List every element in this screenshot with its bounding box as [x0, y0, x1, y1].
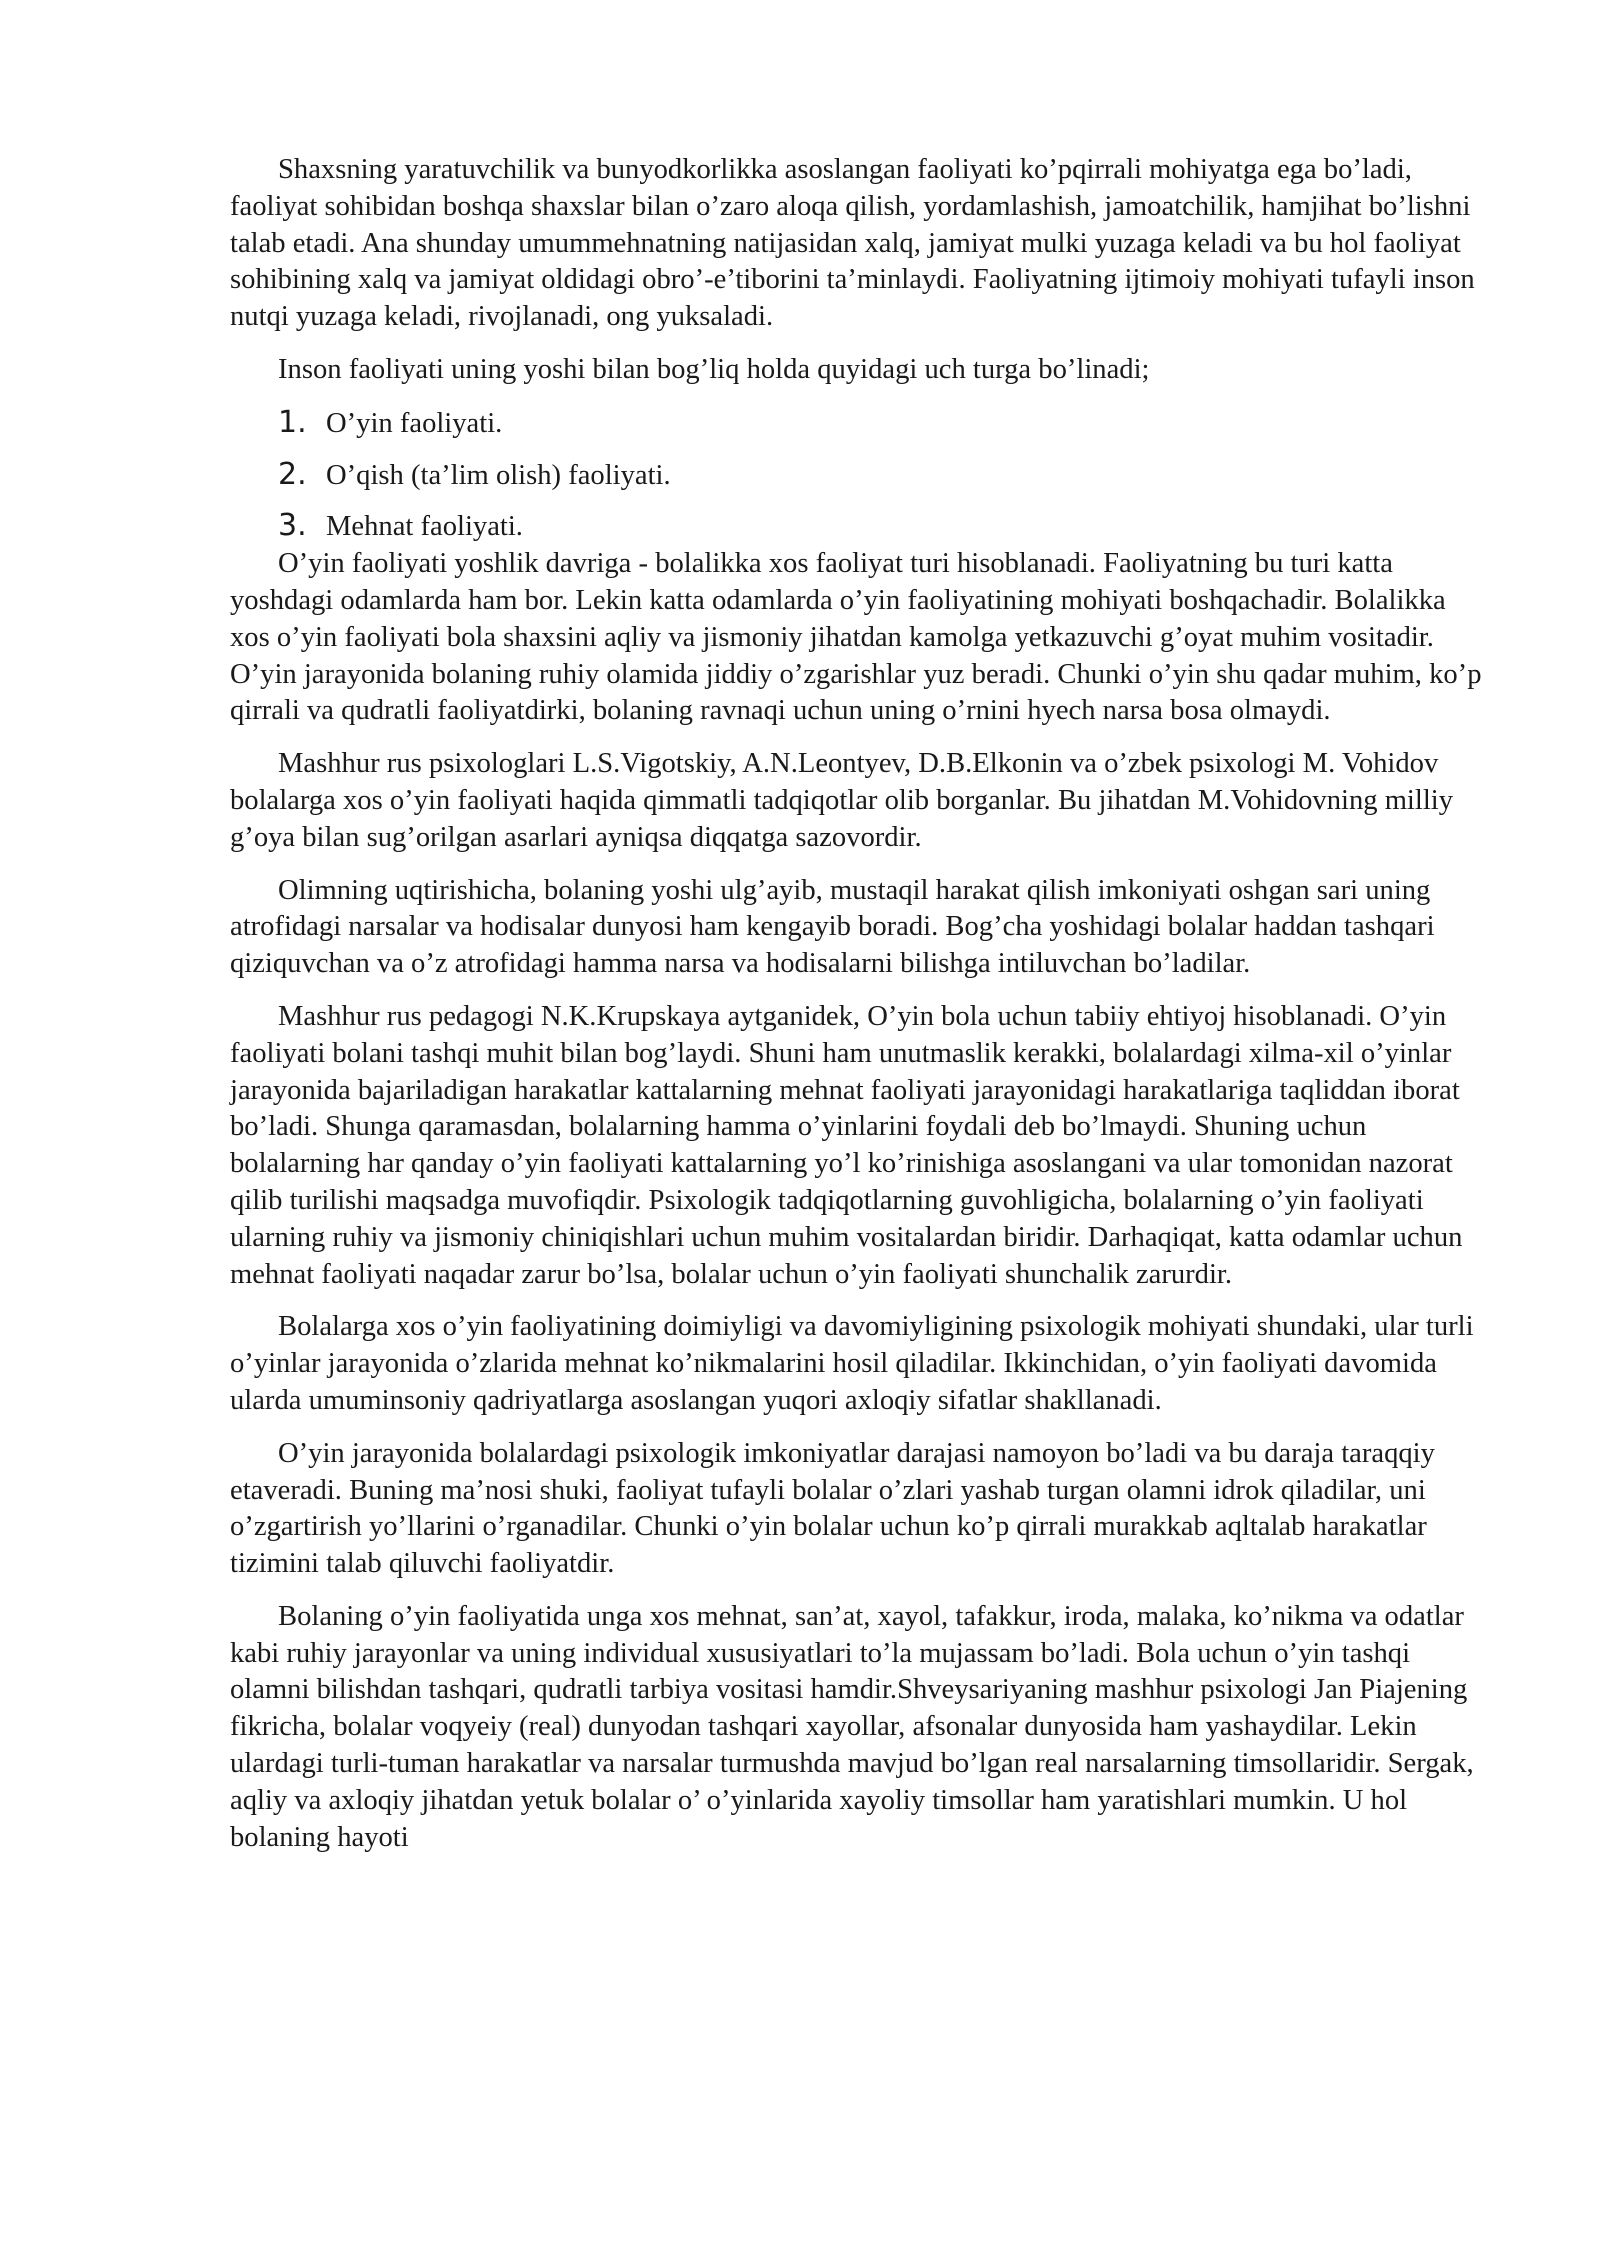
paragraph: Bolalarga xos o’yin faoliyatining doimiyligi va davomiyligining psixologik mohiyati shundaki, ular turli o’yinlar jarayonida o’zlarida mehnat ko’nikmalarini hosil qiladilar. Ikkinchidan, o’yin faoliyati davomida ularda umuminsoniy qadriyatlarga asoslangan yuqori axloqiy sifatlar shakllanadi. — [230, 1311, 1474, 1416]
paragraph: Mashhur rus psixologlari L.S.Vigotskiy, A.N.Leontyev, D.B.Elkonin va o’zbek psixologi M. Vohidov bolalarga xos o’yin faoliyati haqida qimmatli tadqiqotlar olib borganlar. Bu jihatdan M.Vohidovning milliy g’oya bilan sug’orilgan asarlari ayniqsa diqqatga sazovordir. — [230, 748, 1454, 853]
list-item — [230, 508, 1492, 546]
numbered-list — [230, 405, 1492, 546]
list-item-text: O’yin faoliyati. — [326, 407, 503, 439]
paragraph: O’yin faoliyati yoshlik davriga - bolalikka xos faoliyat turi hisoblanadi. Faoliyatning bu turi katta yoshdagi odamlarda ham bor. Lekin katta odamlarda o’yin faoliyatining mohiyati boshqachadir. Bolalikka xos o’yin faoliyati bola shaxsini aqliy va jismoniy jihatdan kamolga yetkazuvchi g’oyat muhim vositadir. O’yin jarayonida bolaning ruhiy olamida jiddiy o’zgarishlar yuz beradi. Chunki o’yin shu qadar muhim, ko’p qirrali va qudratli faoliyatdirki, bolaning ravnaqi uchun uning o’rnini hyech narsa bosa olmaydi. — [230, 548, 1482, 727]
list-item — [230, 405, 1492, 443]
paragraph: Mashhur rus pedagogi N.K.Krupskaya aytganidek, O’yin bola uchun tabiiy ehtiyoj hisoblanadi. O’yin faoliyati bolani tashqi muhit bilan bog’laydi. Shuni ham unutmaslik kerakki, bolalardagi xilma-xil o’yinlar jarayonida bajariladigan harakatlar kattalarning mehnat faoliyati jarayonidagi harakatlariga taqliddan iborat bo’ladi. Shunga qaramasdan, bolalarning hamma o’yinlarini foydali deb bo’lmaydi. Shuning uchun bolalarning har qanday o’yin faoliyati kattalarning yo’l ko’rinishiga asoslangani va ular tomonidan nazorat qilib turilishi maqsadga muvofiqdir. Psixologik tadqiqotlarning guvohligicha, bolalarning o’yin faoliyati ularning ruhiy va jismoniy chiniqishlari uchun muhim vositalardan biridir. Darhaqiqat, katta odamlar uchun mehnat faoliyati naqadar zarur bo’lsa, bolalar uchun o’yin faoliyati shunchalik zarurdir. — [230, 1000, 1463, 1290]
list-item-text: O’qish (ta’lim olish) faoliyati. — [326, 459, 671, 491]
list-number: 2. — [278, 456, 307, 492]
paragraph: Bolaning o’yin faoliyatida unga xos mehnat, san’at, xayol, tafakkur, iroda, malaka, ko’nikma va odatlar kabi ruhiy jarayonlar va uning individual xususiyatlari to’la mujassam bo’ladi. Bola uchun o’yin tashqi olamni bilishdan tashqari, qudratli tarbiya vositasi hamdir.Shveysariyaning mashhur psixologi Jan Piajening fikricha, bolalar voqyeiy (real) dunyodan tashqari xayollar, afsonalar dunyosida ham yashaydilar. Lekin ulardagi turli-tuman harakatlar va narsalar turmushda mavjud bo’lgan real narsalarning timsollaridir. Sergak, aqliy va axloqiy jihatdan yetuk bolalar o’ o’yinlarida xayoliy timsollar ham yaratishlari mumkin. U hol bolaning hayoti — [230, 1600, 1474, 1853]
list-item-text: Mehnat faoliyati. — [326, 511, 523, 543]
paragraph: Shaxsning yaratuvchilik va bunyodkorlikka asoslangan faoliyati ko’pqirrali mohiyatga ega bo’ladi, faoliyat sohibidan boshqa shaxslar bilan o’zaro aloqa qilish, yordamlashish, jamoatchilik, hamjihat bo’lishni talab etadi. Ana shunday umummehnatning natijasidan xalq, jamiyat mulki yuzaga keladi va bu hol faoliyat sohibining xalq va jamiyat oldidagi obro’-e’tiborini ta’minlaydi. Faoliyatning ijtimoiy mohiyati tufayli inson nutqi yuzaga keladi, rivojlanadi, ong yuksaladi. — [230, 154, 1475, 333]
paragraph: Inson faoliyati uning yoshi bilan bog’liq holda quyidagi uch turga bo’linadi; — [278, 353, 1150, 385]
paragraph: O’yin jarayonida bolalardagi psixologik imkoniyatlar darajasi namoyon bo’ladi va bu daraja taraqqiy etaveradi. Buning ma’nosi shuki, faoliyat tufayli bolalar o’zlari yashab turgan olamni idrok qiladilar, uni o’zgartirish yo’llarini o’rganadilar. Chunki o’yin bolalar uchun ko’p qirrali murakkab aqltalab harakatlar tizimini talab qiluvchi faoliyatdir. — [230, 1437, 1435, 1580]
paragraph: Olimning uqtirishicha, bolaning yoshi ulg’ayib, mustaqil harakat qilish imkoniyati oshgan sari uning atrofidagi narsalar va hodisalar dunyosi ham kengayib boradi. Bog’cha yoshidagi bolalar haddan tashqari qiziquvchan va o’z atrofidagi hamma narsa va hodisalarni bilishga intiluvchan bo’ladilar. — [230, 874, 1435, 980]
list-item — [230, 457, 1492, 495]
list-number: 3. — [278, 508, 307, 544]
list-number: 1. — [278, 404, 307, 440]
document-page — [230, 152, 1492, 1872]
